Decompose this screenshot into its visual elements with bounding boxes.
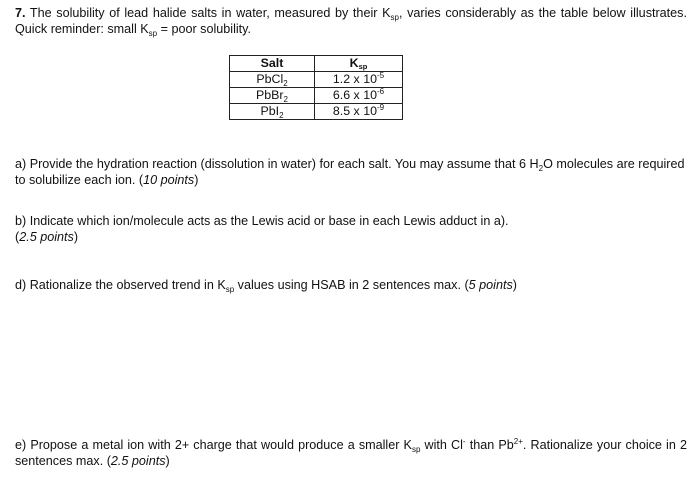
question-text: a) Provide the hydration reaction (dissolution in water) for each salt. You may assume that 6 H bbox=[15, 157, 539, 171]
question-number: 7. bbox=[15, 6, 26, 20]
points-label: 2.5 points bbox=[19, 230, 74, 244]
ksp-cell bbox=[315, 72, 403, 88]
question-text: ) bbox=[73, 230, 79, 244]
intro-text: = poor solubility. bbox=[157, 22, 252, 36]
salt-cell bbox=[230, 88, 315, 104]
salt-subscript: 2 bbox=[283, 94, 288, 104]
salt-formula: PbI bbox=[260, 104, 280, 118]
salt-cell bbox=[230, 72, 315, 88]
ksp-exponent: -6 bbox=[376, 87, 385, 96]
question-a bbox=[15, 156, 687, 188]
intro-text: , varies considerably as the table below illustrates. Quick reminder: small K bbox=[15, 6, 687, 36]
question-text: b) Indicate which ion/molecule acts as the Lewis acid or base in each Lewis adduct in a). bbox=[15, 214, 509, 228]
intro-paragraph bbox=[15, 5, 687, 37]
ksp-table bbox=[229, 55, 403, 120]
salt-formula: PbCl bbox=[256, 72, 284, 86]
ksp-exponent: -5 bbox=[376, 71, 385, 80]
table-row bbox=[230, 88, 403, 104]
question-text: . Rationalize your choice in 2 sentences max. ( bbox=[15, 438, 687, 468]
question-d bbox=[15, 277, 687, 293]
ksp-base: 1.2 x 10 bbox=[332, 72, 377, 86]
ksp-subscript: sp bbox=[148, 28, 158, 38]
salt-cell bbox=[230, 104, 315, 120]
header-ksp-sub: sp bbox=[358, 62, 368, 71]
table-header-row bbox=[230, 56, 403, 72]
question-text: ( bbox=[15, 230, 20, 244]
ksp-cell bbox=[315, 88, 403, 104]
question-text: values using HSAB in 2 sentences max. ( bbox=[234, 278, 469, 292]
salt-subscript: 2 bbox=[279, 110, 284, 120]
ksp-base: 8.5 x 10 bbox=[332, 104, 377, 118]
points-label: 10 points bbox=[143, 173, 195, 187]
header-ksp bbox=[315, 56, 403, 72]
question-text: than Pb bbox=[465, 438, 514, 452]
question-text: with Cl bbox=[420, 438, 463, 452]
ksp-subscript: sp bbox=[225, 284, 235, 294]
salt-formula: PbBr bbox=[256, 88, 284, 102]
lead-charge: 2+ bbox=[513, 437, 523, 446]
table-row bbox=[230, 72, 403, 88]
question-e bbox=[15, 437, 687, 469]
points-label: 2.5 points bbox=[110, 454, 166, 468]
water-subscript: 2 bbox=[538, 163, 544, 173]
header-ksp-main: K bbox=[349, 56, 359, 70]
ksp-cell bbox=[315, 104, 403, 120]
salt-subscript: 2 bbox=[283, 78, 288, 88]
question-text: O molecules are required to solubilize each ion. ( bbox=[15, 157, 685, 187]
intro-text: The solubility of lead halide salts in water, measured by their K bbox=[25, 6, 391, 20]
table-row bbox=[230, 104, 403, 120]
question-b bbox=[15, 213, 687, 245]
ksp-subscript: sp bbox=[390, 12, 399, 22]
ksp-subscript: sp bbox=[411, 444, 421, 454]
ksp-exponent: -9 bbox=[376, 103, 385, 112]
points-label: 5 points bbox=[468, 278, 513, 292]
header-salt: Salt bbox=[230, 56, 315, 72]
question-text: ) bbox=[194, 173, 199, 187]
question-text: d) Rationalize the observed trend in K bbox=[15, 278, 226, 292]
question-text: ) bbox=[165, 454, 170, 468]
chloride-charge: - bbox=[462, 437, 466, 446]
question-text: ) bbox=[512, 278, 517, 292]
ksp-base: 6.6 x 10 bbox=[332, 88, 377, 102]
question-text: e) Propose a metal ion with 2+ charge that would produce a smaller K bbox=[15, 438, 412, 452]
